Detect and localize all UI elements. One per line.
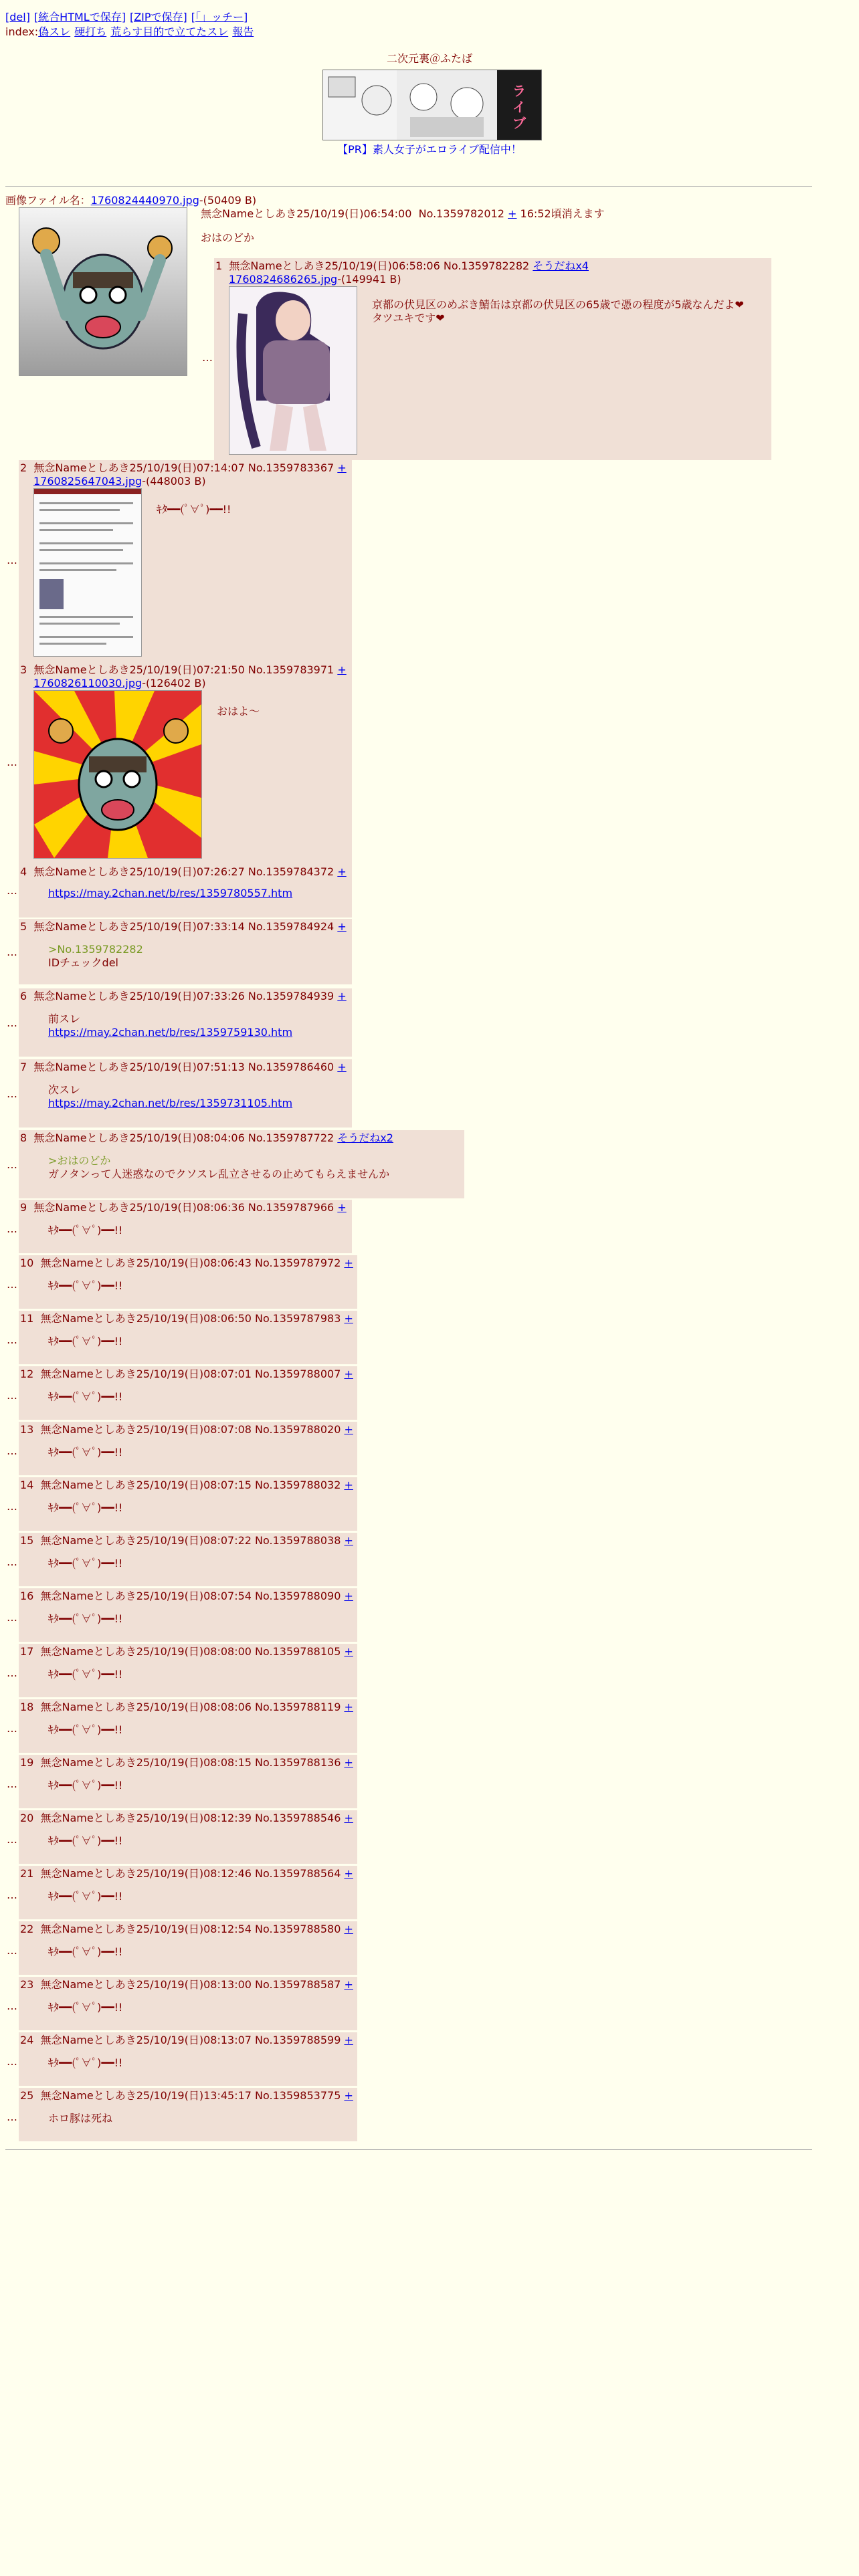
reply-4: [19, 864, 352, 918]
reply-22-num: 22: [20, 1923, 34, 1935]
reply-24-plus-button[interactable]: +: [344, 2034, 353, 2046]
reply-20-comment: ｷﾀ━━(ﾟ∀ﾟ)━━!!: [48, 1834, 123, 1847]
reply-3-dots: …: [7, 756, 17, 768]
reply-14-num: 14: [20, 1479, 34, 1491]
reply-1-comment: [372, 298, 767, 325]
reply-25-num: 25: [20, 2089, 34, 2102]
reply-2-dots: …: [7, 554, 17, 566]
reply-20-plus-button[interactable]: +: [344, 1812, 353, 1824]
reply-24-comment: ｷﾀ━━(ﾟ∀ﾟ)━━!!: [48, 2056, 123, 2069]
reply-3-comment: おはよ〜: [217, 705, 260, 718]
reply-19-num: 19: [20, 1756, 34, 1769]
reply-8-sodane[interactable]: そうだねx2: [337, 1132, 393, 1144]
reply-18-comment: ｷﾀ━━(ﾟ∀ﾟ)━━!!: [48, 1723, 123, 1736]
op-comment: おはのどか: [201, 231, 255, 244]
reply-20-num: 20: [20, 1812, 34, 1824]
reply-9-comment: ｷﾀ━━(ﾟ∀ﾟ)━━!!: [48, 1224, 123, 1237]
reply-7-header: 無念Nameとしあき25/10/19(日)07:51:13 No.1359786460: [33, 1061, 335, 1073]
reply-12-comment: ｷﾀ━━(ﾟ∀ﾟ)━━!!: [48, 1390, 123, 1403]
reply-19-plus-button[interactable]: +: [344, 1756, 353, 1769]
reply-9-header: 無念Nameとしあき25/10/19(日)08:06:36 No.1359787966: [33, 1201, 335, 1214]
reply-9-num: 9: [20, 1201, 27, 1214]
reply-14-plus-button[interactable]: +: [344, 1479, 353, 1491]
reply-23-num: 23: [20, 1978, 34, 1991]
reply-1-dots: …: [202, 351, 213, 364]
op-file-info: [5, 194, 256, 207]
reply-1-thumbnail-art: [229, 287, 357, 454]
reply-25-dots: …: [7, 2111, 17, 2123]
reply-19-header: 無念Nameとしあき25/10/19(日)08:08:15 No.1359788136: [40, 1756, 341, 1769]
reply-5-header: 無念Nameとしあき25/10/19(日)07:33:14 No.1359784924: [33, 920, 335, 933]
reply-24-num: 24: [20, 2034, 34, 2046]
svg-text:イ: イ: [512, 99, 526, 115]
op-expire: 16:52頃消えます: [520, 207, 605, 220]
reply-3-num: 3: [20, 663, 27, 676]
reply-4-plus-button[interactable]: +: [337, 865, 347, 878]
divider-top: [5, 186, 812, 187]
reply-8-comment: ガノタンって人迷惑なのでクソスレ乱立させるの止めてもらえませんか: [48, 1168, 390, 1180]
reply-8-num: 8: [20, 1132, 27, 1144]
reply-11-dots: …: [7, 1333, 17, 1346]
reply-9-plus-button[interactable]: +: [337, 1201, 347, 1214]
reply-12-num: 12: [20, 1368, 34, 1380]
reply-1-sodane[interactable]: そうだねx4: [533, 259, 589, 272]
reply-14-header: 無念Nameとしあき25/10/19(日)08:07:15 No.1359788032: [40, 1479, 341, 1491]
reply-20-header: 無念Nameとしあき25/10/19(日)08:12:39 No.1359788546: [40, 1812, 341, 1824]
reply-2-num: 2: [20, 461, 27, 474]
reply-4-header: 無念Nameとしあき25/10/19(日)07:26:27 No.1359784372: [33, 865, 335, 878]
reply-5-dots: …: [7, 946, 17, 958]
top-navigation: [5, 11, 258, 40]
reply-2: [19, 460, 352, 662]
reply-1-file-size: -(149941 B): [337, 273, 401, 286]
reply-6-comment: 前スレ: [48, 1012, 81, 1025]
reply-11-num: 11: [20, 1312, 34, 1325]
reply-8-quote[interactable]: >おはのどか: [48, 1154, 111, 1167]
reply-16-header: 無念Nameとしあき25/10/19(日)08:07:54 No.1359788090: [40, 1590, 341, 1602]
reply-17-num: 17: [20, 1645, 34, 1658]
op-thumbnail[interactable]: [19, 207, 187, 376]
reply-21-plus-button[interactable]: +: [344, 1867, 353, 1880]
reply-12: [19, 1366, 357, 1420]
reply-22-dots: …: [7, 1944, 17, 1957]
reply-13-num: 13: [20, 1423, 34, 1436]
reply-11-comment: ｷﾀ━━(ﾟ∀ﾟ)━━!!: [48, 1335, 123, 1348]
reply-5: [19, 919, 352, 984]
reply-17-comment: ｷﾀ━━(ﾟ∀ﾟ)━━!!: [48, 1668, 123, 1681]
reply-9-dots: …: [7, 1222, 17, 1235]
reply-8-dots: …: [7, 1158, 17, 1171]
divider-bottom: [5, 2149, 812, 2150]
reply-19-comment: ｷﾀ━━(ﾟ∀ﾟ)━━!!: [48, 1779, 123, 1792]
reply-14: [19, 1477, 357, 1531]
reply-22: [19, 1921, 357, 1975]
reply-7: [19, 1059, 352, 1128]
svg-text:ラ: ラ: [512, 83, 526, 99]
reply-18-num: 18: [20, 1701, 34, 1713]
reply-6-header: 無念Nameとしあき25/10/19(日)07:33:26 No.1359784939: [33, 990, 335, 1002]
reply-11-plus-button[interactable]: +: [344, 1312, 353, 1325]
reply-18-dots: …: [7, 1722, 17, 1735]
reply-3-thumbnail-art: [34, 691, 201, 858]
reply-6: [19, 988, 352, 1057]
reply-5-plus-button[interactable]: +: [337, 920, 347, 933]
op-number[interactable]: No.1359782012: [418, 207, 504, 220]
ad-banner-art: [323, 70, 541, 140]
reply-1-line-2: タツユキです❤: [372, 312, 445, 324]
reply-23-comment: ｷﾀ━━(ﾟ∀ﾟ)━━!!: [48, 2001, 123, 2014]
reply-19-dots: …: [7, 1778, 17, 1790]
reply-13-plus-button[interactable]: +: [344, 1423, 353, 1436]
board-title: 二次元裏＠ふたば: [386, 52, 472, 65]
reply-25: [19, 2088, 357, 2141]
reply-3-header: 無念Nameとしあき25/10/19(日)07:21:50 No.1359783971: [33, 663, 335, 676]
save-zip-link[interactable]: [ZIPで保存]: [129, 11, 187, 23]
reply-3-thumbnail[interactable]: [33, 690, 202, 859]
reply-21: [19, 1866, 357, 1919]
reply-7-dots: …: [7, 1087, 17, 1100]
reply-13-comment: ｷﾀ━━(ﾟ∀ﾟ)━━!!: [48, 1446, 123, 1459]
reply-15-header: 無念Nameとしあき25/10/19(日)08:07:22 No.1359788038: [40, 1534, 341, 1547]
reply-4-link[interactable]: https://may.2chan.net/b/res/1359780557.htm: [48, 887, 293, 899]
reply-20: [19, 1810, 357, 1864]
reply-23-dots: …: [7, 2000, 17, 2012]
op-file-size: -(50409 B): [199, 194, 257, 207]
reply-23: [19, 1977, 357, 2030]
op-thumbnail-art: [19, 208, 187, 375]
reply-23-header: 無念Nameとしあき25/10/19(日)08:13:00 No.1359788587: [40, 1978, 341, 1991]
reply-15: [19, 1533, 357, 1586]
reply-1-line-1: 京都の伏見区のめぶき鯖缶は京都の伏見区の65歳で憑の程度が5歳なんだよ❤: [372, 298, 744, 311]
index-label: index:: [5, 25, 39, 38]
svg-text:ブ: ブ: [512, 115, 526, 131]
reply-22-comment: ｷﾀ━━(ﾟ∀ﾟ)━━!!: [48, 1945, 123, 1958]
reply-17-plus-button[interactable]: +: [344, 1645, 353, 1658]
reply-22-header: 無念Nameとしあき25/10/19(日)08:12:54 No.1359788580: [40, 1923, 341, 1935]
reply-7-num: 7: [20, 1061, 27, 1073]
reply-21-header: 無念Nameとしあき25/10/19(日)08:12:46 No.1359788564: [40, 1867, 341, 1880]
reply-1: [214, 258, 771, 460]
reply-11: [19, 1311, 357, 1364]
reply-7-comment: 次スレ: [48, 1083, 81, 1096]
reply-10-plus-button[interactable]: +: [344, 1257, 353, 1269]
reply-24-header: 無念Nameとしあき25/10/19(日)08:13:07 No.1359788599: [40, 2034, 341, 2046]
reply-9: [19, 1200, 352, 1253]
reply-19: [19, 1755, 357, 1808]
op-file-link[interactable]: 1760824440970.jpg: [90, 194, 199, 207]
reply-3-file-link[interactable]: 1760826110030.jpg: [33, 677, 142, 689]
op-file-label: 画像ファイル名：: [5, 194, 91, 207]
reply-2-thumbnail-art: [34, 489, 141, 656]
reply-1-header: 無念Nameとしあき25/10/19(日)06:58:06 No.1359782282: [229, 259, 530, 272]
op-plus-button[interactable]: +: [508, 207, 517, 220]
reply-20-dots: …: [7, 1833, 17, 1846]
reply-4-dots: …: [7, 884, 17, 897]
reply-14-comment: ｷﾀ━━(ﾟ∀ﾟ)━━!!: [48, 1501, 123, 1514]
reply-16-dots: …: [7, 1611, 17, 1624]
index-link-troll[interactable]: 荒らす目的で立てたスレ: [110, 25, 229, 38]
reply-3-plus-button[interactable]: +: [337, 663, 347, 676]
reply-14-dots: …: [7, 1500, 17, 1513]
reply-22-plus-button[interactable]: +: [344, 1923, 353, 1935]
reply-23-plus-button[interactable]: +: [344, 1978, 353, 1991]
reply-7-link[interactable]: https://may.2chan.net/b/res/1359731105.htm: [48, 1097, 293, 1109]
catch-link[interactable]: [「」ッチー]: [191, 11, 248, 23]
reply-5-quote[interactable]: >No.1359782282: [48, 943, 143, 956]
reply-13: [19, 1422, 357, 1475]
reply-10-dots: …: [7, 1278, 17, 1291]
reply-15-comment: ｷﾀ━━(ﾟ∀ﾟ)━━!!: [48, 1557, 123, 1570]
reply-25-header: 無念Nameとしあき25/10/19(日)13:45:17 No.1359853775: [40, 2089, 341, 2102]
reply-1-file-link[interactable]: 1760824686265.jpg: [229, 273, 338, 286]
reply-25-plus-button[interactable]: +: [344, 2089, 353, 2102]
op-name: 無念Nameとしあき25/10/19(日)06:54:00: [201, 207, 412, 220]
reply-6-num: 6: [20, 990, 27, 1002]
reply-1-num: 1: [215, 259, 223, 272]
ad-banner[interactable]: [322, 70, 542, 140]
reply-21-dots: …: [7, 1889, 17, 1901]
reply-13-dots: …: [7, 1444, 17, 1457]
reply-15-num: 15: [20, 1534, 34, 1547]
reply-18-plus-button[interactable]: +: [344, 1701, 353, 1713]
reply-15-plus-button[interactable]: +: [344, 1534, 353, 1547]
index-link-fake[interactable]: 偽スレ: [38, 25, 71, 38]
reply-11-header: 無念Nameとしあき25/10/19(日)08:06:50 No.1359787983: [40, 1312, 341, 1325]
reply-2-comment: ｷﾀ━━(ﾟ∀ﾟ)━━!!: [157, 503, 231, 516]
reply-17: [19, 1644, 357, 1697]
reply-21-comment: ｷﾀ━━(ﾟ∀ﾟ)━━!!: [48, 1890, 123, 1903]
reply-3-file-size: -(126402 B): [142, 677, 206, 689]
op-header: [201, 207, 605, 221]
reply-5-comment: IDチェックdel: [48, 956, 119, 969]
reply-5-num: 5: [20, 920, 27, 933]
reply-25-comment: ホロ豚は死ね: [48, 2112, 113, 2125]
reply-7-plus-button[interactable]: +: [337, 1061, 347, 1073]
reply-13-header: 無念Nameとしあき25/10/19(日)08:07:08 No.1359788020: [40, 1423, 341, 1436]
reply-6-dots: …: [7, 1016, 17, 1029]
reply-16-num: 16: [20, 1590, 34, 1602]
reply-21-num: 21: [20, 1867, 34, 1880]
reply-2-header: 無念Nameとしあき25/10/19(日)07:14:07 No.1359783367: [33, 461, 335, 474]
reply-2-file-link[interactable]: 1760825647043.jpg: [33, 475, 142, 488]
reply-6-link[interactable]: https://may.2chan.net/b/res/1359759130.htm: [48, 1026, 293, 1039]
reply-12-dots: …: [7, 1389, 17, 1402]
reply-15-dots: …: [7, 1555, 17, 1568]
reply-16-comment: ｷﾀ━━(ﾟ∀ﾟ)━━!!: [48, 1612, 123, 1625]
index-link-report[interactable]: 報告: [232, 25, 254, 38]
del-link[interactable]: [del]: [5, 11, 30, 23]
reply-1-thumbnail[interactable]: [229, 286, 357, 455]
save-html-link[interactable]: [統合HTMLで保存]: [33, 11, 126, 23]
index-link-hard[interactable]: 硬打ち: [74, 25, 107, 38]
reply-24-dots: …: [7, 2055, 17, 2068]
reply-24: [19, 2032, 357, 2086]
reply-6-plus-button[interactable]: +: [337, 990, 347, 1002]
reply-10: [19, 1255, 357, 1309]
reply-12-header: 無念Nameとしあき25/10/19(日)08:07:01 No.1359788007: [40, 1368, 341, 1380]
reply-2-plus-button[interactable]: +: [337, 461, 347, 474]
reply-10-comment: ｷﾀ━━(ﾟ∀ﾟ)━━!!: [48, 1279, 123, 1292]
reply-2-thumbnail[interactable]: [33, 488, 142, 657]
reply-2-file-size: -(448003 B): [142, 475, 206, 488]
reply-16-plus-button[interactable]: +: [344, 1590, 353, 1602]
reply-10-num: 10: [20, 1257, 34, 1269]
reply-18: [19, 1699, 357, 1753]
reply-8: [19, 1130, 464, 1198]
reply-18-header: 無念Nameとしあき25/10/19(日)08:08:06 No.1359788119: [40, 1701, 341, 1713]
reply-17-header: 無念Nameとしあき25/10/19(日)08:08:00 No.1359788105: [40, 1645, 341, 1658]
reply-17-dots: …: [7, 1667, 17, 1679]
reply-10-header: 無念Nameとしあき25/10/19(日)08:06:43 No.1359787972: [40, 1257, 341, 1269]
reply-8-header: 無念Nameとしあき25/10/19(日)08:04:06 No.1359787722: [33, 1132, 335, 1144]
ad-link[interactable]: 【PR】素人女子がエロライブ配信中！: [337, 143, 522, 156]
reply-3: [19, 662, 352, 864]
reply-4-num: 4: [20, 865, 27, 878]
reply-16: [19, 1588, 357, 1642]
reply-12-plus-button[interactable]: +: [344, 1368, 353, 1380]
